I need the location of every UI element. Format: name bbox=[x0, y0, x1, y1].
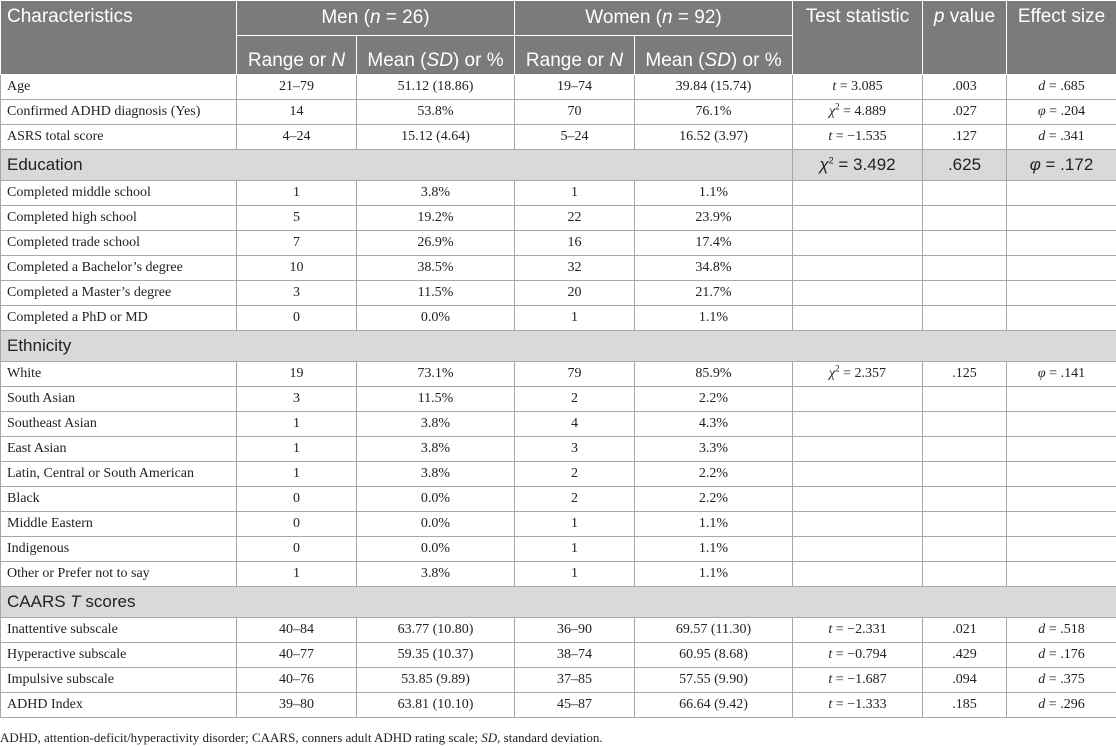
men-n: 0 bbox=[237, 306, 357, 331]
women-pct: 1.1% bbox=[635, 562, 793, 587]
men-mean: 59.35 (10.37) bbox=[357, 643, 515, 668]
men-n: 1 bbox=[237, 437, 357, 462]
row-label: South Asian bbox=[1, 387, 237, 412]
women-pct: 1.1% bbox=[635, 512, 793, 537]
row-label: Completed high school bbox=[1, 206, 237, 231]
empty-cell bbox=[1007, 512, 1116, 537]
empty-cell bbox=[1007, 181, 1116, 206]
empty-cell bbox=[923, 537, 1007, 562]
women-n: 16 bbox=[515, 231, 635, 256]
empty-cell bbox=[1007, 387, 1116, 412]
section-ethnicity bbox=[1, 331, 1116, 362]
men-n: 7 bbox=[237, 231, 357, 256]
empty-cell bbox=[1007, 537, 1116, 562]
empty-cell bbox=[793, 231, 923, 256]
empty-cell bbox=[923, 487, 1007, 512]
p-value: .021 bbox=[923, 618, 1007, 643]
empty-cell bbox=[1007, 281, 1116, 306]
empty-cell bbox=[1007, 306, 1116, 331]
men-n: 0 bbox=[237, 512, 357, 537]
effect-size: d = .685 bbox=[1007, 75, 1116, 100]
table-row bbox=[1, 181, 1116, 206]
women-n: 79 bbox=[515, 362, 635, 387]
women-range: 37–85 bbox=[515, 668, 635, 693]
row-label: ADHD Index bbox=[1, 693, 237, 718]
effect-size: d = .518 bbox=[1007, 618, 1116, 643]
empty-cell bbox=[923, 462, 1007, 487]
men-range: 39–80 bbox=[237, 693, 357, 718]
p-value: .127 bbox=[923, 125, 1007, 150]
men-range: 40–77 bbox=[237, 643, 357, 668]
table-row bbox=[1, 387, 1116, 412]
men-n: 0 bbox=[237, 537, 357, 562]
women-n: 2 bbox=[515, 487, 635, 512]
men-n: 10 bbox=[237, 256, 357, 281]
women-n: 1 bbox=[515, 562, 635, 587]
p-value: .625 bbox=[923, 150, 1007, 181]
women-pct: 85.9% bbox=[635, 362, 793, 387]
row-label: Middle Eastern bbox=[1, 512, 237, 537]
empty-cell bbox=[923, 562, 1007, 587]
row-label: Hyperactive subscale bbox=[1, 643, 237, 668]
women-mean: 60.95 (8.68) bbox=[635, 643, 793, 668]
table-row bbox=[1, 256, 1116, 281]
section-caars bbox=[1, 587, 1116, 618]
men-pct: 19.2% bbox=[357, 206, 515, 231]
men-pct: 0.0% bbox=[357, 306, 515, 331]
test-statistic: t = 3.085 bbox=[793, 75, 923, 100]
women-mean: 16.52 (3.97) bbox=[635, 125, 793, 150]
women-n: 4 bbox=[515, 412, 635, 437]
section-label: CAARS T scores bbox=[1, 587, 1116, 618]
effect-size: φ = .141 bbox=[1007, 362, 1116, 387]
men-mean: 15.12 (4.64) bbox=[357, 125, 515, 150]
women-n: 1 bbox=[515, 512, 635, 537]
header-women-range: Range or N bbox=[515, 36, 635, 75]
row-label: Other or Prefer not to say bbox=[1, 562, 237, 587]
men-mean: 63.81 (10.10) bbox=[357, 693, 515, 718]
women-range: 5–24 bbox=[515, 125, 635, 150]
p-value: .185 bbox=[923, 693, 1007, 718]
empty-cell bbox=[1007, 487, 1116, 512]
women-mean: 39.84 (15.74) bbox=[635, 75, 793, 100]
test-statistic: t = −1.535 bbox=[793, 125, 923, 150]
table-row bbox=[1, 412, 1116, 437]
women-mean: 66.64 (9.42) bbox=[635, 693, 793, 718]
men-range: 40–84 bbox=[237, 618, 357, 643]
women-pct: 3.3% bbox=[635, 437, 793, 462]
empty-cell bbox=[793, 206, 923, 231]
men-pct: 11.5% bbox=[357, 387, 515, 412]
row-label: White bbox=[1, 362, 237, 387]
row-label: Inattentive subscale bbox=[1, 618, 237, 643]
men-mean: 63.77 (10.80) bbox=[357, 618, 515, 643]
empty-cell bbox=[1007, 231, 1116, 256]
test-statistic: $\chi^2 = 4.889$ bbox=[793, 100, 923, 125]
women-range: 45–87 bbox=[515, 693, 635, 718]
women-n: 1 bbox=[515, 181, 635, 206]
empty-cell bbox=[793, 181, 923, 206]
men-pct: 26.9% bbox=[357, 231, 515, 256]
women-pct: 2.2% bbox=[635, 487, 793, 512]
empty-cell bbox=[1007, 437, 1116, 462]
row-label: Completed a Master’s degree bbox=[1, 281, 237, 306]
p-value: .429 bbox=[923, 643, 1007, 668]
table-row bbox=[1, 512, 1116, 537]
table-row bbox=[1, 618, 1116, 643]
women-pct: 1.1% bbox=[635, 306, 793, 331]
women-pct: 2.2% bbox=[635, 387, 793, 412]
row-label: Southeast Asian bbox=[1, 412, 237, 437]
empty-cell bbox=[793, 281, 923, 306]
row-label: Age bbox=[1, 75, 237, 100]
effect-size: d = .375 bbox=[1007, 668, 1116, 693]
row-label: Black bbox=[1, 487, 237, 512]
row-label: Confirmed ADHD diagnosis (Yes) bbox=[1, 100, 237, 125]
men-pct: 0.0% bbox=[357, 512, 515, 537]
section-label: Ethnicity bbox=[1, 331, 1116, 362]
empty-cell bbox=[793, 562, 923, 587]
p-value: .027 bbox=[923, 100, 1007, 125]
men-mean: 51.12 (18.86) bbox=[357, 75, 515, 100]
women-range: 19–74 bbox=[515, 75, 635, 100]
men-pct: 3.8% bbox=[357, 462, 515, 487]
empty-cell bbox=[793, 306, 923, 331]
table-header bbox=[1, 1, 1116, 75]
table-row bbox=[1, 281, 1116, 306]
header-men-range: Range or N bbox=[237, 36, 357, 75]
men-range: 4–24 bbox=[237, 125, 357, 150]
empty-cell bbox=[793, 412, 923, 437]
empty-cell bbox=[923, 181, 1007, 206]
women-range: 70 bbox=[515, 100, 635, 125]
table-row bbox=[1, 125, 1116, 150]
empty-cell bbox=[1007, 462, 1116, 487]
test-statistic: t = −1.333 bbox=[793, 693, 923, 718]
empty-cell bbox=[923, 206, 1007, 231]
empty-cell bbox=[793, 437, 923, 462]
women-n: 20 bbox=[515, 281, 635, 306]
empty-cell bbox=[923, 512, 1007, 537]
men-n: 3 bbox=[237, 281, 357, 306]
row-label: Completed a PhD or MD bbox=[1, 306, 237, 331]
table-row bbox=[1, 643, 1116, 668]
women-pct: 1.1% bbox=[635, 181, 793, 206]
effect-size: d = .341 bbox=[1007, 125, 1116, 150]
table-row bbox=[1, 231, 1116, 256]
women-mean: 76.1% bbox=[635, 100, 793, 125]
effect-size: d = .176 bbox=[1007, 643, 1116, 668]
women-pct: 1.1% bbox=[635, 537, 793, 562]
men-pct: 73.1% bbox=[357, 362, 515, 387]
empty-cell bbox=[793, 462, 923, 487]
section-label: Education bbox=[1, 150, 793, 181]
men-n: 3 bbox=[237, 387, 357, 412]
men-pct: 0.0% bbox=[357, 537, 515, 562]
women-n: 1 bbox=[515, 306, 635, 331]
row-label: East Asian bbox=[1, 437, 237, 462]
women-pct: 4.3% bbox=[635, 412, 793, 437]
test-statistic: $\chi^2 = 2.357$ bbox=[793, 362, 923, 387]
empty-cell bbox=[1007, 562, 1116, 587]
women-range: 36–90 bbox=[515, 618, 635, 643]
empty-cell bbox=[793, 387, 923, 412]
empty-cell bbox=[793, 537, 923, 562]
table-body bbox=[1, 75, 1116, 718]
table-row bbox=[1, 537, 1116, 562]
women-n: 3 bbox=[515, 437, 635, 462]
empty-cell bbox=[1007, 256, 1116, 281]
empty-cell bbox=[923, 306, 1007, 331]
table-row bbox=[1, 693, 1116, 718]
women-range: 38–74 bbox=[515, 643, 635, 668]
row-label: ASRS total score bbox=[1, 125, 237, 150]
women-mean: 69.57 (11.30) bbox=[635, 618, 793, 643]
row-label: Completed a Bachelor’s degree bbox=[1, 256, 237, 281]
table-row bbox=[1, 462, 1116, 487]
men-pct: 3.8% bbox=[357, 181, 515, 206]
table-footnote: ADHD, attention-deficit/hyperactivity disorder; CAARS, conners adult ADHD rating scale; SD, standard deviation. bbox=[0, 730, 603, 745]
empty-cell bbox=[923, 256, 1007, 281]
women-n: 2 bbox=[515, 462, 635, 487]
row-label: Latin, Central or South American bbox=[1, 462, 237, 487]
empty-cell bbox=[793, 256, 923, 281]
women-n: 1 bbox=[515, 537, 635, 562]
table-row bbox=[1, 562, 1116, 587]
test-statistic: $\chi^2 = 3.492$ bbox=[793, 150, 923, 181]
header-characteristics: Characteristics bbox=[1, 1, 237, 75]
empty-cell bbox=[1007, 412, 1116, 437]
p-value: .094 bbox=[923, 668, 1007, 693]
men-mean: 53.85 (9.89) bbox=[357, 668, 515, 693]
header-effect-size: Effect size bbox=[1007, 1, 1116, 75]
header-women-mean: Mean (SD) or % bbox=[635, 36, 793, 75]
men-pct: 3.8% bbox=[357, 412, 515, 437]
empty-cell bbox=[923, 437, 1007, 462]
women-pct: 21.7% bbox=[635, 281, 793, 306]
women-n: 2 bbox=[515, 387, 635, 412]
header-women-group: Women (n = 92) bbox=[515, 1, 793, 36]
effect-size: d = .296 bbox=[1007, 693, 1116, 718]
men-range: 14 bbox=[237, 100, 357, 125]
header-test-statistic: Test statistic bbox=[793, 1, 923, 75]
men-n: 1 bbox=[237, 562, 357, 587]
men-n: 1 bbox=[237, 412, 357, 437]
women-pct: 23.9% bbox=[635, 206, 793, 231]
men-n: 0 bbox=[237, 487, 357, 512]
empty-cell bbox=[793, 512, 923, 537]
men-pct: 0.0% bbox=[357, 487, 515, 512]
women-pct: 34.8% bbox=[635, 256, 793, 281]
men-n: 5 bbox=[237, 206, 357, 231]
men-pct: 3.8% bbox=[357, 562, 515, 587]
p-value: .003 bbox=[923, 75, 1007, 100]
header-p-value: p value bbox=[923, 1, 1007, 75]
men-range: 40–76 bbox=[237, 668, 357, 693]
header-men-mean: Mean (SD) or % bbox=[357, 36, 515, 75]
empty-cell bbox=[923, 281, 1007, 306]
test-statistic: t = −2.331 bbox=[793, 618, 923, 643]
men-n: 1 bbox=[237, 181, 357, 206]
women-n: 22 bbox=[515, 206, 635, 231]
table-row bbox=[1, 487, 1116, 512]
empty-cell bbox=[923, 387, 1007, 412]
row-label: Impulsive subscale bbox=[1, 668, 237, 693]
table-row bbox=[1, 306, 1116, 331]
women-pct: 2.2% bbox=[635, 462, 793, 487]
table-row bbox=[1, 100, 1116, 125]
test-statistic: t = −0.794 bbox=[793, 643, 923, 668]
men-pct: 38.5% bbox=[357, 256, 515, 281]
men-pct: 11.5% bbox=[357, 281, 515, 306]
header-men-group: Men (n = 26) bbox=[237, 1, 515, 36]
table-row bbox=[1, 362, 1116, 387]
row-label: Completed middle school bbox=[1, 181, 237, 206]
table-row bbox=[1, 668, 1116, 693]
table-row bbox=[1, 437, 1116, 462]
table-row bbox=[1, 75, 1116, 100]
empty-cell bbox=[793, 487, 923, 512]
men-mean: 53.8% bbox=[357, 100, 515, 125]
women-pct: 17.4% bbox=[635, 231, 793, 256]
men-range: 21–79 bbox=[237, 75, 357, 100]
effect-size: φ = .204 bbox=[1007, 100, 1116, 125]
section-education bbox=[1, 150, 1116, 181]
women-mean: 57.55 (9.90) bbox=[635, 668, 793, 693]
table-row bbox=[1, 206, 1116, 231]
test-statistic: t = −1.687 bbox=[793, 668, 923, 693]
men-n: 1 bbox=[237, 462, 357, 487]
empty-cell bbox=[923, 231, 1007, 256]
row-label: Indigenous bbox=[1, 537, 237, 562]
effect-size: φ = .172 bbox=[1007, 150, 1116, 181]
men-pct: 3.8% bbox=[357, 437, 515, 462]
row-label: Completed trade school bbox=[1, 231, 237, 256]
p-value: .125 bbox=[923, 362, 1007, 387]
empty-cell bbox=[1007, 206, 1116, 231]
women-n: 32 bbox=[515, 256, 635, 281]
empty-cell bbox=[923, 412, 1007, 437]
men-n: 19 bbox=[237, 362, 357, 387]
